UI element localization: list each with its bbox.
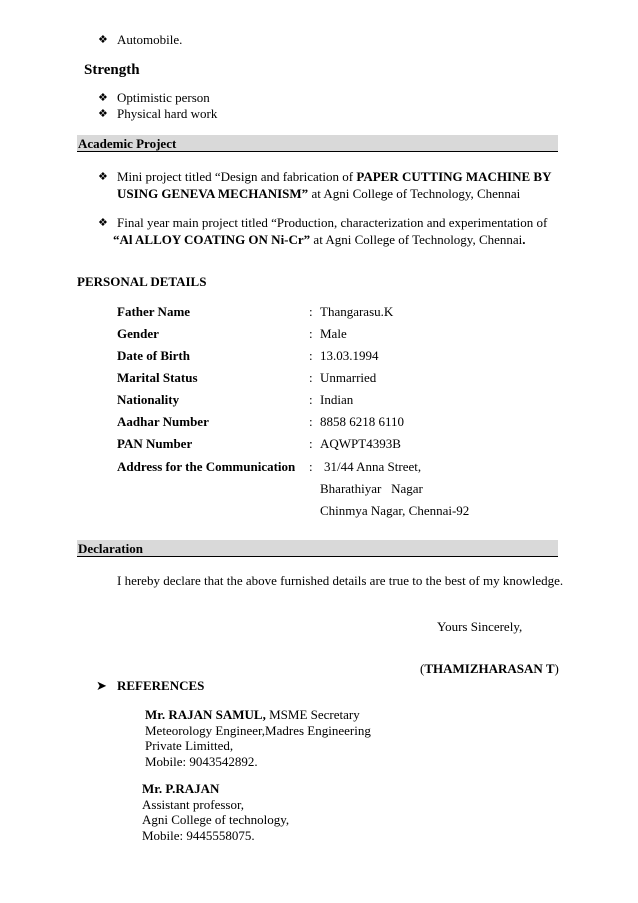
bullet-icon: ❖ [98, 34, 108, 46]
strength-item: Physical hard work [117, 106, 218, 121]
arrow-bullet-icon: ➤ [96, 678, 107, 693]
detail-label: Address for the Communication [117, 459, 296, 474]
detail-label: Date of Birth [117, 348, 190, 363]
detail-colon: : [309, 414, 313, 429]
detail-colon: : [309, 459, 313, 474]
reference-2: Mr. P.RAJAN Assistant professor, Agni College of technology, Mobile: 9445558075. [142, 781, 290, 843]
detail-value: 13.03.1994 [320, 348, 379, 363]
detail-colon: : [309, 326, 313, 341]
detail-colon: : [309, 436, 313, 451]
personal-heading: PERSONAL DETAILS [77, 274, 207, 289]
top-list-item: Automobile. [117, 32, 183, 47]
academic-heading: Academic Project [78, 136, 177, 151]
references-heading: REFERENCES [117, 678, 205, 693]
detail-value: 8858 6218 6110 [320, 414, 405, 429]
strength-item: Optimistic person [117, 90, 210, 105]
reference-1: Mr. RAJAN SAMUL, MSME Secretary Meteorology Engineer,Madres Engineering Private Limitted, Mobile: 9043542892. [145, 707, 371, 769]
academic-project-1: Mini project titled “Design and fabrication of PAPER CUTTING MACHINE BY USING GENEVA MECHANISM” at Agni College of Technology, Chennai [117, 169, 552, 201]
detail-label: Aadhar Number [117, 414, 209, 429]
bullet-icon: ❖ [98, 217, 108, 229]
detail-colon: : [309, 304, 313, 319]
detail-value: Indian [320, 392, 354, 407]
academic-heading-band [77, 135, 558, 152]
detail-value: Unmarried [320, 370, 377, 385]
bullet-icon: ❖ [98, 108, 108, 120]
detail-label: Nationality [117, 392, 180, 407]
detail-value: 31/44 Anna Street, [324, 459, 422, 474]
closing-text: Yours Sincerely, [437, 619, 523, 634]
declaration-heading-band [77, 540, 558, 557]
address-line: Chinmya Nagar, Chennai-92 [320, 503, 470, 518]
detail-colon: : [309, 348, 313, 363]
detail-colon: : [309, 370, 313, 385]
strength-heading: Strength [84, 62, 140, 78]
detail-value: AQWPT4393B [320, 436, 401, 451]
address-line: Bharathiyar Nagar [320, 481, 423, 496]
declaration-text: I hereby declare that the above furnished details are true to the best of my knowledge. [117, 573, 564, 588]
bullet-icon: ❖ [98, 92, 108, 104]
detail-label: Marital Status [117, 370, 198, 385]
detail-label: PAN Number [117, 436, 193, 451]
detail-value: Male [320, 326, 347, 341]
detail-label: Father Name [117, 304, 191, 319]
declaration-heading: Declaration [78, 541, 143, 556]
detail-colon: : [309, 392, 313, 407]
detail-value: Thangarasu.K [320, 304, 394, 319]
detail-label: Gender [117, 326, 159, 341]
bullet-icon: ❖ [98, 171, 108, 183]
academic-project-2: Final year main project titled “Production, characterization and experimentation of “Al ALLOY COATING ON Ni-Cr” at Agni College of Technology, Chennai. [113, 215, 548, 247]
signature: (THAMIZHARASAN T) [420, 661, 559, 676]
